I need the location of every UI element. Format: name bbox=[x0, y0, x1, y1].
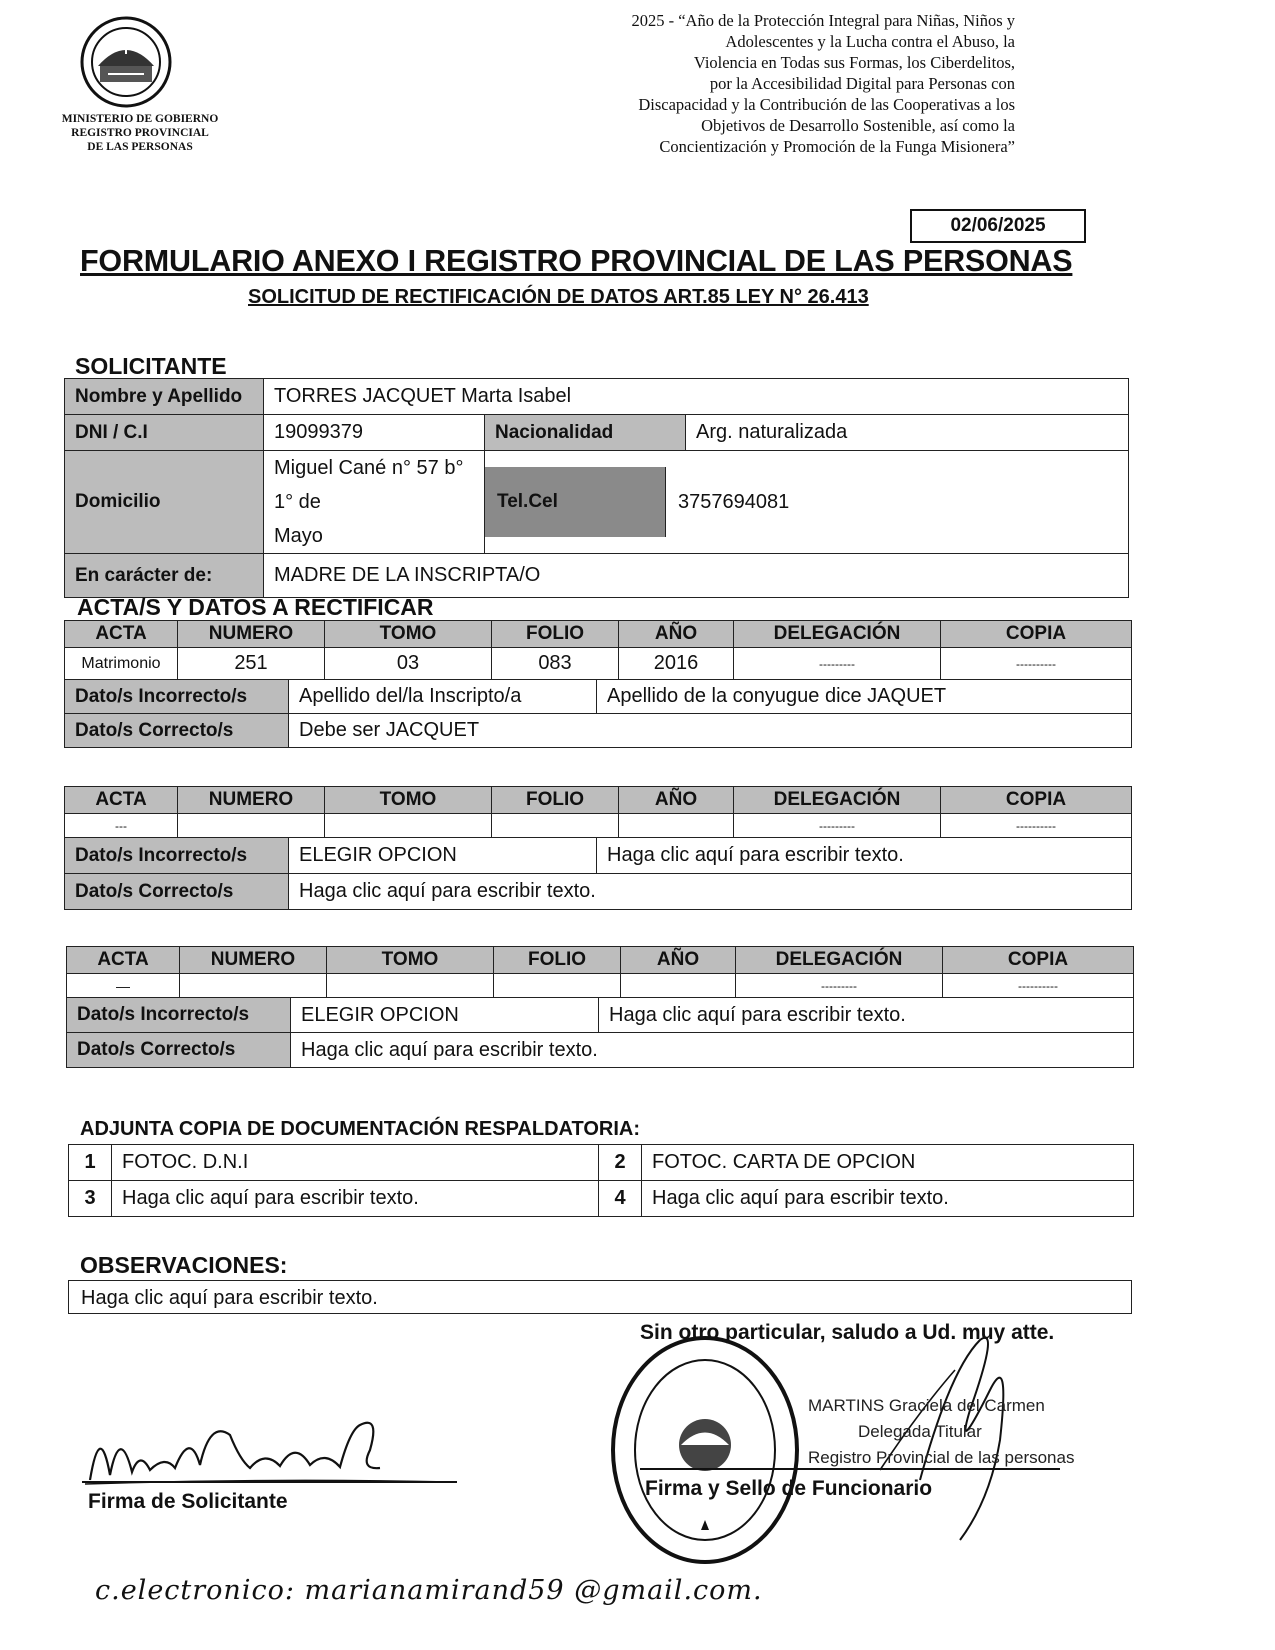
official-signature-label: Firma y Sello de Funcionario bbox=[645, 1477, 933, 1500]
acta-type-field[interactable]: Matrimonio bbox=[65, 648, 178, 680]
official-signature-line bbox=[640, 1468, 1060, 1470]
form-subtitle: SOLICITUD DE RECTIFICACIÓN DE DATOS ART.85 LEY N° 26.413 bbox=[248, 286, 869, 308]
date-field[interactable]: 02/06/2025 bbox=[910, 209, 1086, 243]
handwritten-email: c.electronico: marianamirand59 @gmail.com. bbox=[95, 1575, 763, 1606]
name-label: Nombre y Apellido bbox=[65, 379, 264, 415]
copia-field[interactable]: ---------- bbox=[943, 974, 1134, 998]
delegacion-field[interactable]: --------- bbox=[734, 814, 941, 838]
col-folio: FOLIO bbox=[492, 787, 619, 814]
applicant-signature-line bbox=[82, 1481, 457, 1483]
col-copia: COPIA bbox=[941, 621, 1132, 648]
acta-type-field[interactable]: — bbox=[67, 974, 180, 998]
motto-line: Objetivos de Desarrollo Sostenible, así como la bbox=[701, 116, 1015, 135]
incorrect-label: Dato/s Incorrecto/s bbox=[65, 680, 289, 714]
acta-data-row bbox=[67, 974, 1134, 998]
address-line: Mayo bbox=[274, 525, 323, 547]
official-title: Delegada Titular bbox=[858, 1422, 982, 1441]
motto-line: Adolescentes y la Lucha contra el Abuso, la bbox=[725, 32, 1015, 51]
incorrect-label: Dato/s Incorrecto/s bbox=[67, 998, 291, 1033]
acta-data-table bbox=[64, 679, 1132, 748]
dni-field[interactable]: 19099379 bbox=[264, 415, 485, 451]
col-tomo: TOMO bbox=[325, 787, 492, 814]
col-acta: ACTA bbox=[65, 787, 178, 814]
acta-data-row bbox=[65, 814, 1132, 838]
col-folio: FOLIO bbox=[492, 621, 619, 648]
incorrect-label: Dato/s Incorrecto/s bbox=[65, 838, 289, 874]
col-tomo: TOMO bbox=[325, 621, 492, 648]
adjunta-table bbox=[68, 1144, 1134, 1217]
incorrect-value-field[interactable]: Haga clic aquí para escribir texto. bbox=[597, 838, 1132, 874]
numero-field[interactable] bbox=[178, 814, 325, 838]
acta-data-table bbox=[64, 837, 1132, 910]
closing-text: Sin otro particular, saludo a Ud. muy atte. bbox=[640, 1321, 1055, 1344]
phone-cell bbox=[485, 451, 1129, 554]
address-line: Miguel Cané n° 57 b° 1° de bbox=[274, 457, 464, 513]
folio-field[interactable] bbox=[492, 814, 619, 838]
acta-data-table bbox=[66, 997, 1134, 1068]
ministry-line: REGISTRO PROVINCIAL bbox=[71, 127, 209, 139]
address-label: Domicilio bbox=[65, 451, 264, 554]
address-field[interactable] bbox=[264, 451, 485, 554]
adjunta-number: 1 bbox=[69, 1145, 112, 1181]
solicitante-heading: SOLICITANTE bbox=[75, 353, 227, 379]
phone-label: Tel.Cel bbox=[485, 467, 666, 537]
numero-field[interactable]: 251 bbox=[178, 648, 325, 680]
ministry-name bbox=[40, 112, 240, 154]
delegacion-field[interactable]: --------- bbox=[734, 648, 941, 680]
ministry-line: DE LAS PERSONAS bbox=[87, 141, 193, 153]
col-anio: AÑO bbox=[619, 787, 734, 814]
adjunta-item-field[interactable]: FOTOC. CARTA DE OPCION bbox=[642, 1145, 1134, 1181]
role-label: En carácter de: bbox=[65, 554, 264, 598]
motto-line: Discapacidad y la Contribución de las Cooperativas a los bbox=[638, 95, 1015, 114]
motto-line: por la Accesibilidad Digital para Personas con bbox=[709, 74, 1015, 93]
observaciones-field[interactable]: Haga clic aquí para escribir texto. bbox=[68, 1280, 1132, 1314]
adjunta-number: 2 bbox=[599, 1145, 642, 1181]
col-acta: ACTA bbox=[65, 621, 178, 648]
motto-line: Violencia en Todas sus Formas, los Ciberdelitos, bbox=[693, 53, 1015, 72]
incorrect-value-field[interactable]: Apellido de la conyugue dice JAQUET bbox=[597, 680, 1132, 714]
tomo-field[interactable] bbox=[327, 974, 494, 998]
acta-table bbox=[64, 620, 1132, 680]
adjunta-item-field[interactable]: Haga clic aquí para escribir texto. bbox=[642, 1181, 1134, 1217]
correct-label: Dato/s Correcto/s bbox=[65, 714, 289, 748]
acta-block bbox=[66, 946, 1134, 1068]
actas-heading: ACTA/S Y DATOS A RECTIFICAR bbox=[77, 594, 434, 620]
tomo-field[interactable] bbox=[325, 814, 492, 838]
incorrect-field-select[interactable]: Apellido del/la Inscripto/a bbox=[289, 680, 597, 714]
col-copia: COPIA bbox=[941, 787, 1132, 814]
tomo-field[interactable]: 03 bbox=[325, 648, 492, 680]
adjunta-item-field[interactable]: FOTOC. D.N.I bbox=[112, 1145, 599, 1181]
correct-label: Dato/s Correcto/s bbox=[65, 874, 289, 910]
folio-field[interactable]: 083 bbox=[492, 648, 619, 680]
nationality-label: Nacionalidad bbox=[485, 415, 686, 451]
official-stamp-text bbox=[808, 1393, 1074, 1471]
adjunta-number: 4 bbox=[599, 1181, 642, 1217]
motto-line: 2025 - “Año de la Protección Integral para Niñas, Niños y bbox=[631, 11, 1015, 30]
acta-block bbox=[64, 620, 1132, 748]
col-numero: NUMERO bbox=[180, 947, 327, 974]
folio-field[interactable] bbox=[494, 974, 621, 998]
col-tomo: TOMO bbox=[327, 947, 494, 974]
ministry-line: MINISTERIO DE GOBIERNO bbox=[61, 113, 219, 125]
col-numero: NUMERO bbox=[178, 621, 325, 648]
acta-table bbox=[64, 786, 1132, 838]
anio-field[interactable] bbox=[619, 814, 734, 838]
acta-data-row bbox=[65, 648, 1132, 680]
delegacion-field[interactable]: --------- bbox=[736, 974, 943, 998]
numero-field[interactable] bbox=[180, 974, 327, 998]
correct-label: Dato/s Correcto/s bbox=[67, 1033, 291, 1068]
motto-line: Concientización y Promoción de la Funga Misionera” bbox=[659, 137, 1015, 156]
adjunta-item-field[interactable]: Haga clic aquí para escribir texto. bbox=[112, 1181, 599, 1217]
correct-value-field[interactable]: Debe ser JACQUET bbox=[289, 714, 1132, 748]
col-anio: AÑO bbox=[619, 621, 734, 648]
official-office: Registro Provincial de las personas bbox=[808, 1448, 1075, 1467]
col-folio: FOLIO bbox=[494, 947, 621, 974]
col-delegacion: DELEGACIÓN bbox=[736, 947, 943, 974]
correct-value-field[interactable]: Haga clic aquí para escribir texto. bbox=[291, 1033, 1134, 1068]
incorrect-field-select[interactable]: ELEGIR OPCION bbox=[289, 838, 597, 874]
col-acta: ACTA bbox=[67, 947, 180, 974]
nationality-field[interactable]: Arg. naturalizada bbox=[686, 415, 1129, 451]
col-delegacion: DELEGACIÓN bbox=[734, 787, 941, 814]
acta-header-row bbox=[67, 947, 1134, 974]
copia-field[interactable]: ---------- bbox=[941, 814, 1132, 838]
applicant-signature-label: Firma de Solicitante bbox=[88, 1490, 288, 1513]
acta-header-row bbox=[65, 621, 1132, 648]
dni-label: DNI / C.I bbox=[65, 415, 264, 451]
official-name: MARTINS Graciela del Carmen bbox=[808, 1396, 1045, 1415]
acta-table bbox=[66, 946, 1134, 998]
anio-field[interactable] bbox=[621, 974, 736, 998]
correct-value-field[interactable]: Haga clic aquí para escribir texto. bbox=[289, 874, 1132, 910]
adjunta-heading: ADJUNTA COPIA DE DOCUMENTACIÓN RESPALDATORIA: bbox=[80, 1118, 640, 1140]
col-delegacion: DELEGACIÓN bbox=[734, 621, 941, 648]
official-stamp bbox=[605, 1330, 805, 1575]
copia-field[interactable]: ---------- bbox=[941, 648, 1132, 680]
phone-field[interactable]: 3757694081 bbox=[678, 490, 790, 513]
col-anio: AÑO bbox=[621, 947, 736, 974]
name-field[interactable]: TORRES JACQUET Marta Isabel bbox=[264, 379, 1129, 415]
incorrect-value-field[interactable]: Haga clic aquí para escribir texto. bbox=[599, 998, 1134, 1033]
acta-type-field[interactable]: --- bbox=[65, 814, 178, 838]
anio-field[interactable]: 2016 bbox=[619, 648, 734, 680]
col-numero: NUMERO bbox=[178, 787, 325, 814]
form-title: FORMULARIO ANEXO I REGISTRO PROVINCIAL DE LAS PERSONAS bbox=[80, 244, 1073, 278]
acta-block bbox=[64, 786, 1132, 910]
adjunta-number: 3 bbox=[69, 1181, 112, 1217]
col-copia: COPIA bbox=[943, 947, 1134, 974]
incorrect-field-select[interactable]: ELEGIR OPCION bbox=[291, 998, 599, 1033]
solicitante-table bbox=[64, 378, 1129, 598]
provincial-seal-logo bbox=[78, 14, 174, 110]
year-motto bbox=[455, 10, 1015, 157]
acta-header-row bbox=[65, 787, 1132, 814]
observaciones-heading: OBSERVACIONES: bbox=[80, 1252, 288, 1278]
role-field[interactable]: MADRE DE LA INSCRIPTA/O bbox=[264, 554, 1129, 598]
